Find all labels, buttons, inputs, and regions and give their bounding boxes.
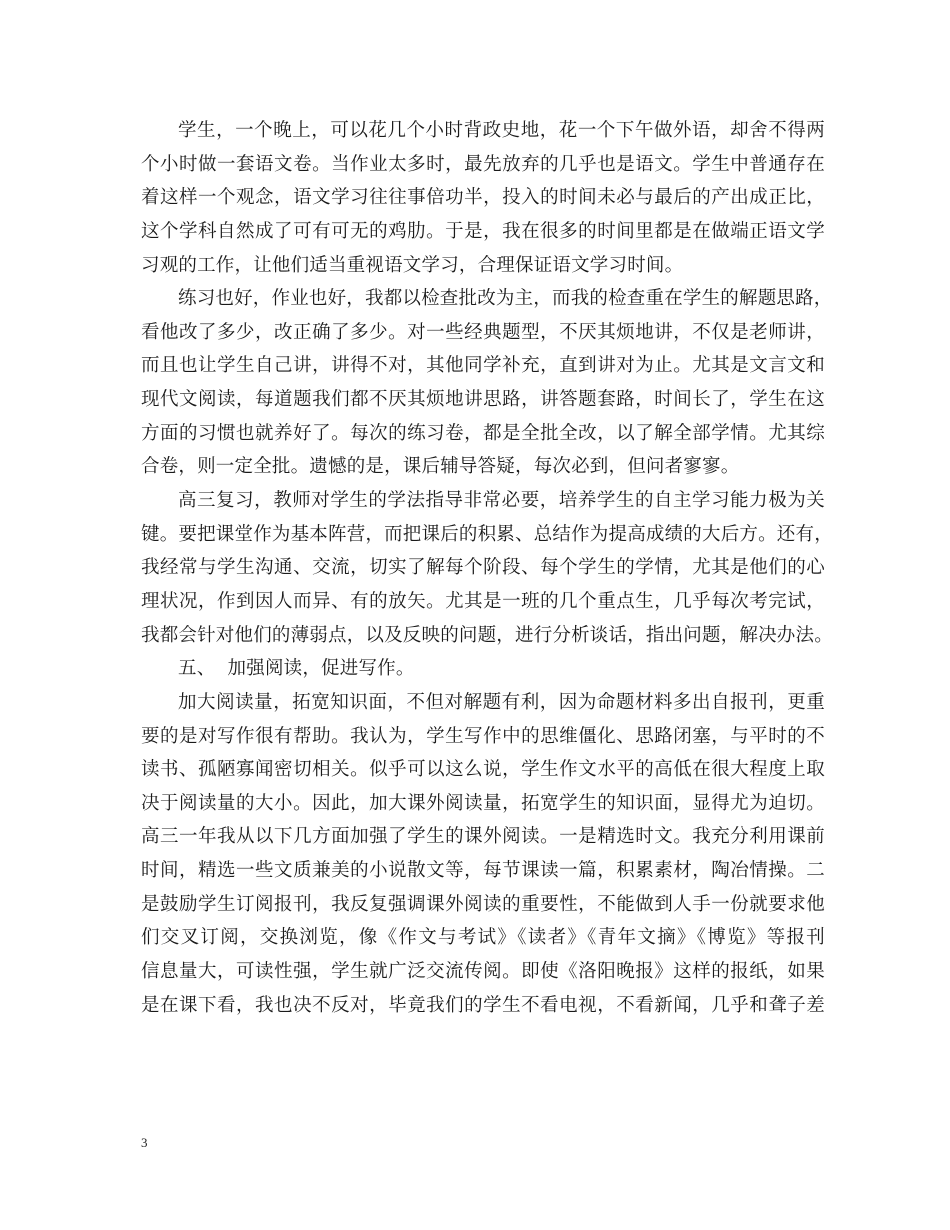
paragraph-line: 着这样一个观念，语文学习往往事倍功半，投入的时间未必与最后的产出成正比，	[141, 187, 825, 209]
paragraph-line: 读书、孤陋寡闻密切相关。似乎可以这么说，学生作文水平的高低在很大程度上取	[141, 759, 825, 781]
paragraph-line: 我经常与学生沟通、交流，切实了解每个阶段、每个学生的学情，尤其是他们的心	[141, 557, 825, 579]
paragraph-line: 现代文阅读，每道题我们都不厌其烦地讲思路，讲答题套路，时间长了，学生在这	[141, 389, 825, 411]
paragraph-line: 个小时做一套语文卷。当作业太多时，最先放弃的几乎也是语文。学生中普通存在	[141, 153, 825, 175]
paragraph	[141, 686, 825, 1022]
paragraph-line: 是在课下看，我也决不反对，毕竟我们的学生不看电视，不看新闻，几乎和聋子差	[141, 994, 825, 1016]
paragraph-line: 这个学科自然成了可有可无的鸡肋。于是，我在很多的时间里都是在做端正语文学	[141, 220, 825, 242]
page-number: 3	[141, 1135, 148, 1150]
paragraph-line: 练习也好，作业也好，我都以检查批改为主，而我的检查重在学生的解题思路，	[178, 288, 833, 310]
paragraph	[141, 114, 825, 282]
paragraph-line: 学生，一个晚上，可以花几个小时背政史地，花一个下午做外语，却舍不得两	[178, 120, 825, 141]
paragraph-line: 合卷，则一定全批。遗憾的是，课后辅导答疑，每次必到，但问者寥寥。	[141, 456, 740, 478]
paragraph-line: 决于阅读量的大小。因此，加大课外阅读量，拓宽学生的知识面，显得尤为迫切。	[141, 792, 825, 814]
paragraph-line: 我都会针对他们的薄弱点，以及反映的问题，进行分析谈话，指出问题，解决办法。	[141, 624, 833, 646]
paragraph	[141, 282, 833, 484]
paragraph-line: 高三一年我从以下几方面加强了学生的课外阅读。一是精选时文。我充分利用课前	[141, 826, 825, 848]
paragraph-line: 习观的工作，让他们适当重视语文学习，合理保证语文学习时间。	[141, 254, 684, 276]
paragraph-line: 方面的习惯也就养好了。每次的练习卷，都是全批全改，以了解全部学情。尤其综	[141, 422, 825, 444]
section-heading	[141, 652, 825, 686]
section-heading-text: 五、 加强阅读，促进写作。	[178, 658, 415, 680]
paragraph-line: 键。要把课堂作为基本阵营，而把课后的积累、总结作为提高成绩的大后方。还有，	[141, 523, 833, 545]
paragraph	[141, 484, 833, 652]
paragraph-line: 加大阅读量，拓宽知识面，不但对解题有利，因为命题材料多出自报刊，更重	[178, 691, 825, 713]
paragraph-line: 要的是对写作很有帮助。我认为，学生写作中的思维僵化、思路闭塞，与平时的不	[141, 725, 825, 747]
body-text	[141, 114, 833, 1022]
paragraph-line: 理状况，作到因人而异、有的放矢。尤其是一班的几个重点生，几乎每次考完试，	[141, 590, 825, 612]
paragraph-line: 时间，精选一些文质兼美的小说散文等，每节课读一篇，积累素材，陶冶情操。二	[141, 860, 825, 882]
paragraph-line: 看他改了多少，改正确了多少。对一些经典题型，不厌其烦地讲，不仅是老师讲，	[141, 321, 825, 343]
paragraph-line: 是鼓励学生订阅报刊，我反复强调课外阅读的重要性，不能做到人手一份就要求他	[141, 893, 825, 915]
paragraph-line: 而且也让学生自己讲，讲得不对，其他同学补充，直到讲对为止。尤其是文言文和	[141, 355, 825, 377]
paragraph-line: 们交叉订阅，交换浏览，像《作文与考试》《读者》《青年文摘》《博览》等报刊	[141, 927, 825, 949]
paragraph-line: 信息量大，可读性强，学生就广泛交流传阅。即使《洛阳晚报》这样的报纸，如果	[141, 961, 825, 983]
paragraph-line: 高三复习，教师对学生的学法指导非常必要，培养学生的自主学习能力极为关	[178, 490, 825, 512]
